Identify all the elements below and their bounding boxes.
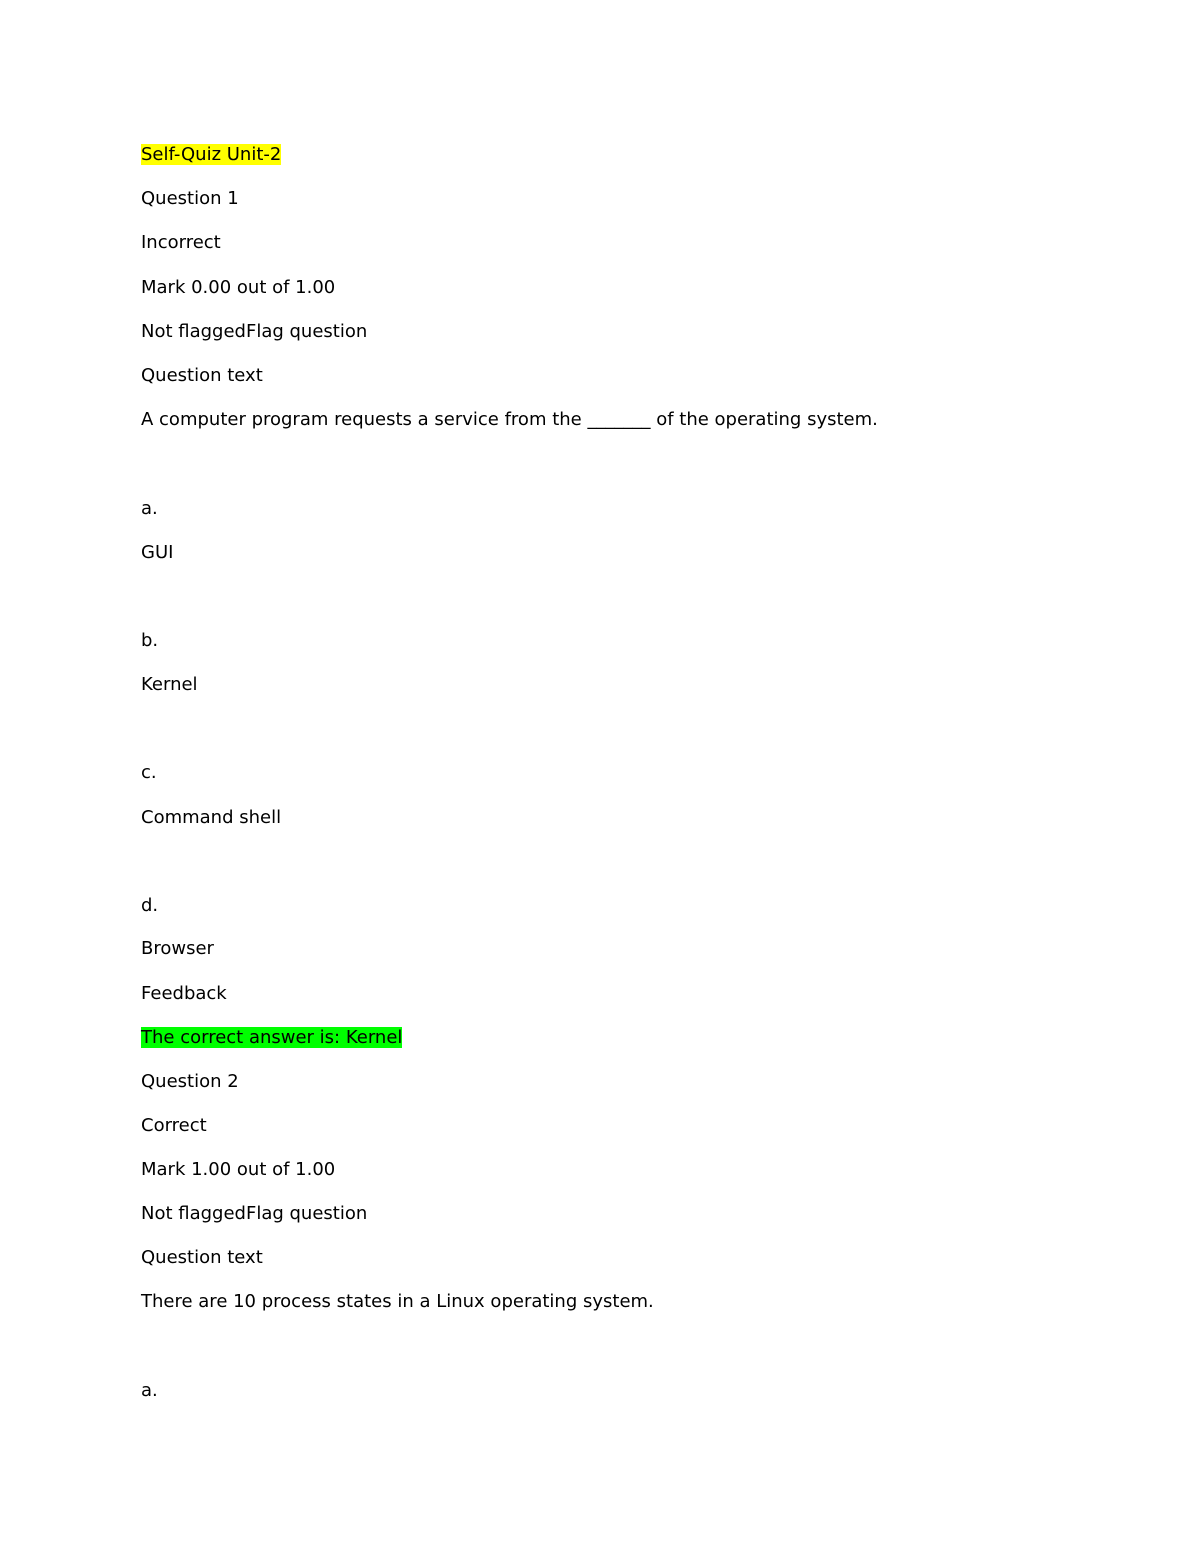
q1-flag-question[interactable]: Not flaggedFlag question <box>141 321 368 342</box>
q2-heading: Question 2 <box>141 1071 239 1092</box>
q2-text: There are 10 process states in a Linux operating system. <box>141 1291 654 1312</box>
q1-option-d-text[interactable]: Browser <box>141 938 214 959</box>
q1-option-a-text[interactable]: GUI <box>141 542 174 563</box>
q1-heading: Question 1 <box>141 188 239 209</box>
q1-option-b-letter[interactable]: b. <box>141 630 159 651</box>
q1-status: Incorrect <box>141 232 221 253</box>
q2-status: Correct <box>141 1115 207 1136</box>
q1-mark: Mark 0.00 out of 1.00 <box>141 277 336 298</box>
q2-option-a-letter[interactable]: a. <box>141 1380 158 1401</box>
document-title-text: Self-Quiz Unit-2 <box>141 144 282 165</box>
q1-correct-answer <box>141 1026 402 1050</box>
q1-correct-answer-text: The correct answer is: Kernel <box>141 1027 403 1048</box>
q1-option-d-letter[interactable]: d. <box>141 895 159 916</box>
q1-text: A computer program requests a service from the _______ of the operating system. <box>141 409 878 430</box>
q1-option-c-text[interactable]: Command shell <box>141 807 282 828</box>
q1-feedback-label: Feedback <box>141 983 227 1004</box>
q1-option-c-letter[interactable]: c. <box>141 762 157 783</box>
document-title <box>141 143 281 167</box>
q2-text-label: Question text <box>141 1247 263 1268</box>
q2-flag-question[interactable]: Not flaggedFlag question <box>141 1203 368 1224</box>
q1-option-a-letter[interactable]: a. <box>141 498 158 519</box>
q2-mark: Mark 1.00 out of 1.00 <box>141 1159 336 1180</box>
q1-text-label: Question text <box>141 365 263 386</box>
q1-option-b-text[interactable]: Kernel <box>141 674 198 695</box>
